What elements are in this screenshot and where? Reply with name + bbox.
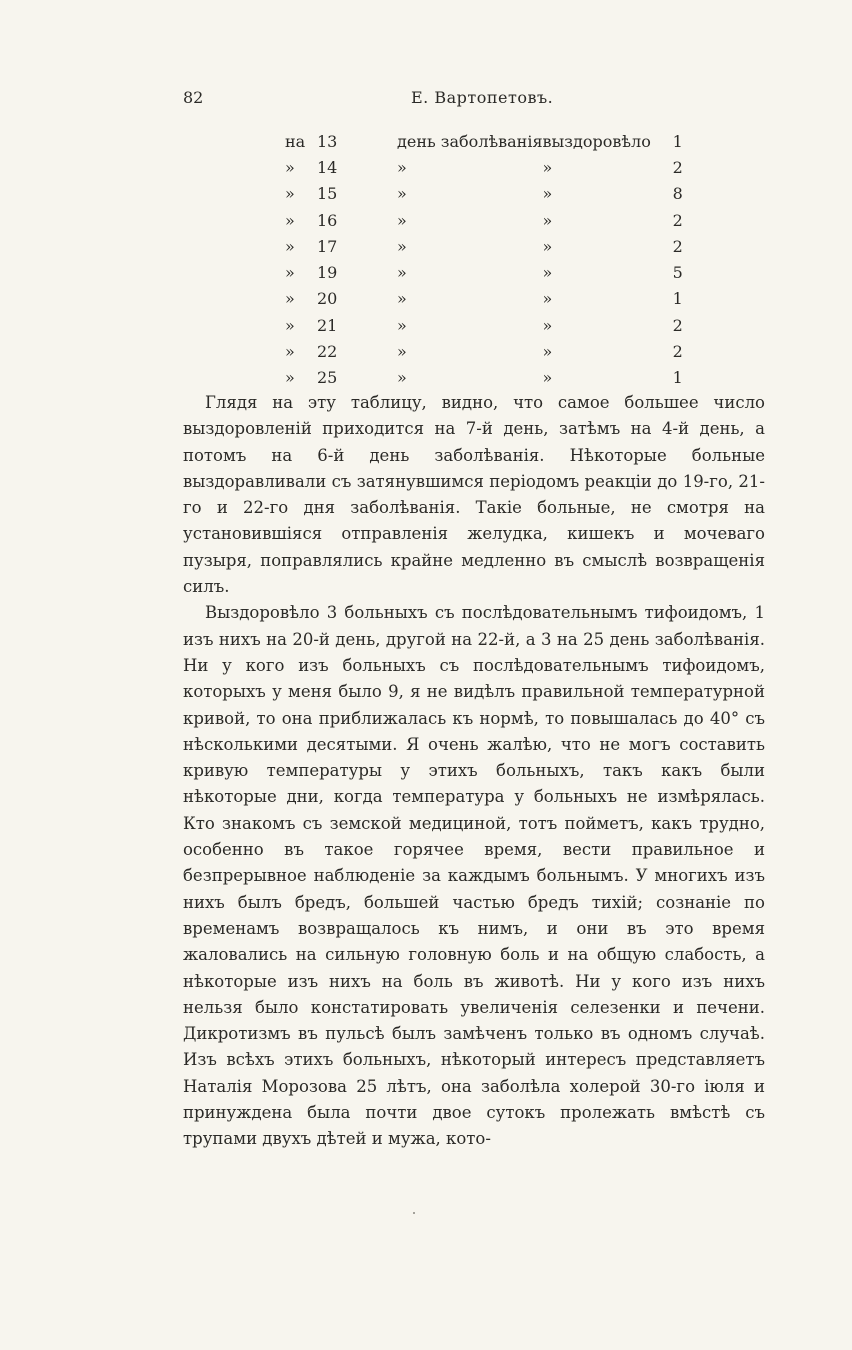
row-prefix: на [285, 131, 306, 151]
row-illness: » [397, 263, 407, 283]
recovery-table [285, 128, 683, 391]
row-count: 2 [672, 236, 683, 256]
table-row [285, 233, 683, 259]
row-count: 8 [672, 184, 683, 204]
row-illness: » [397, 210, 407, 230]
table-row [285, 286, 683, 312]
table-row [285, 259, 683, 285]
row-count: 5 [672, 263, 683, 283]
row-recovered: » [542, 289, 553, 309]
row-day: 20 [317, 289, 338, 309]
row-prefix: » [285, 368, 295, 388]
row-recovered: » [542, 236, 553, 256]
row-day: 16 [317, 210, 338, 230]
table-row [285, 181, 683, 207]
paragraph-typhoid-cases: Выздоровѣло 3 больныхъ съ послѣдовательнымъ тифоидомъ, 1 изъ нихъ на 20-й день, другой на 22-й, а 3 на 25 день заболѣванія. Ни у кого изъ больныхъ съ послѣдовательнымъ тифоидомъ, которыхъ у меня было 9, я не видѣлъ правильной температурной кривой, то она приближалась къ нормѣ, то повышалась до 40° съ нѣсколькими десятыми. Я очень жалѣю, что не могъ составить кривую температуры у этихъ больныхъ, такъ какъ были нѣкоторые дни, когда температура у больныхъ не измѣрялась. Кто знакомъ съ земской медициной, тотъ пойметъ, какъ трудно, особенно въ такое горячее время, вести правильное и безпрерывное наблюденіе за каждымъ больнымъ. У многихъ изъ нихъ былъ бредъ, большей частью бредъ тихій; сознаніе по временамъ возвращалось къ нимъ, и они въ это время жаловались на сильную головную боль и на общую слабость, а нѣкоторые изъ нихъ на боль въ животѣ. Ни у кого изъ нихъ нельзя было констатировать увеличенія селезенки и печени. Дикротизмъ въ пульсѣ былъ замѣченъ только въ одномъ случаѣ. Изъ всѣхъ этихъ больныхъ, нѣкоторый интересъ представляетъ Наталія Морозова 25 лѣтъ, она заболѣла холерой 30-го іюля и принуждена была почти двое сутокъ пролежать вмѣстѣ съ трупами двухъ дѣтей и мужа, кото- [183, 603, 765, 1149]
row-illness: » [397, 315, 407, 335]
row-prefix: » [285, 236, 295, 256]
row-illness: » [397, 184, 407, 204]
row-recovered: » [542, 157, 553, 177]
row-illness: день заболѣванія [397, 131, 543, 151]
row-recovered: » [542, 315, 553, 335]
row-illness: » [397, 236, 407, 256]
body-text [183, 390, 765, 1153]
row-illness: » [397, 289, 407, 309]
paragraph-table-commentary: Глядя на эту таблицу, видно, что самое большее число выздоровленій приходится на 7-й день, затѣмъ на 4-й день, а потомъ на 6-й день заболѣванія. Нѣкоторые больные выздоравливали съ затянувшимся періодомъ реакціи до 19-го, 21-го и 22-го дня заболѣванія. Такіе больные, не смотря на установившіяся отправленія желудка, кишекъ и мочеваго пузыря, поправлялись крайне медленно въ смыслѣ возвращенія силъ. [183, 393, 765, 597]
table-row [285, 338, 683, 364]
row-day: 14 [317, 157, 338, 177]
row-day: 19 [317, 263, 338, 283]
table-row [285, 128, 683, 154]
row-day: 22 [317, 342, 338, 362]
row-recovered: » [542, 368, 553, 388]
table-row [285, 365, 683, 391]
row-recovered: » [542, 263, 553, 283]
row-day: 25 [317, 368, 338, 388]
row-day: 17 [317, 236, 338, 256]
row-day: 13 [317, 131, 338, 151]
print-speck [413, 1212, 415, 1214]
row-day: 21 [317, 315, 338, 335]
row-illness: » [397, 368, 407, 388]
row-recovered: выздоровѣло [542, 131, 651, 151]
row-prefix: » [285, 263, 295, 283]
page-header [183, 88, 765, 114]
row-illness: » [397, 157, 407, 177]
row-recovered: » [542, 184, 553, 204]
row-prefix: » [285, 289, 295, 309]
row-count: 2 [672, 210, 683, 230]
row-count: 1 [672, 289, 683, 309]
row-count: 2 [672, 157, 683, 177]
running-title: Е. Вартопетовъ. [411, 88, 554, 107]
row-count: 2 [672, 342, 683, 362]
row-prefix: » [285, 157, 295, 177]
row-count: 1 [672, 131, 683, 151]
table-row [285, 207, 683, 233]
row-recovered: » [542, 342, 553, 362]
row-prefix: » [285, 184, 295, 204]
row-recovered: » [542, 210, 553, 230]
row-count: 1 [672, 368, 683, 388]
page-number: 82 [183, 88, 204, 107]
row-day: 15 [317, 184, 338, 204]
row-prefix: » [285, 315, 295, 335]
table-row [285, 154, 683, 180]
row-illness: » [397, 342, 407, 362]
table-row [285, 312, 683, 338]
row-count: 2 [672, 315, 683, 335]
row-prefix: » [285, 210, 295, 230]
row-prefix: » [285, 342, 295, 362]
